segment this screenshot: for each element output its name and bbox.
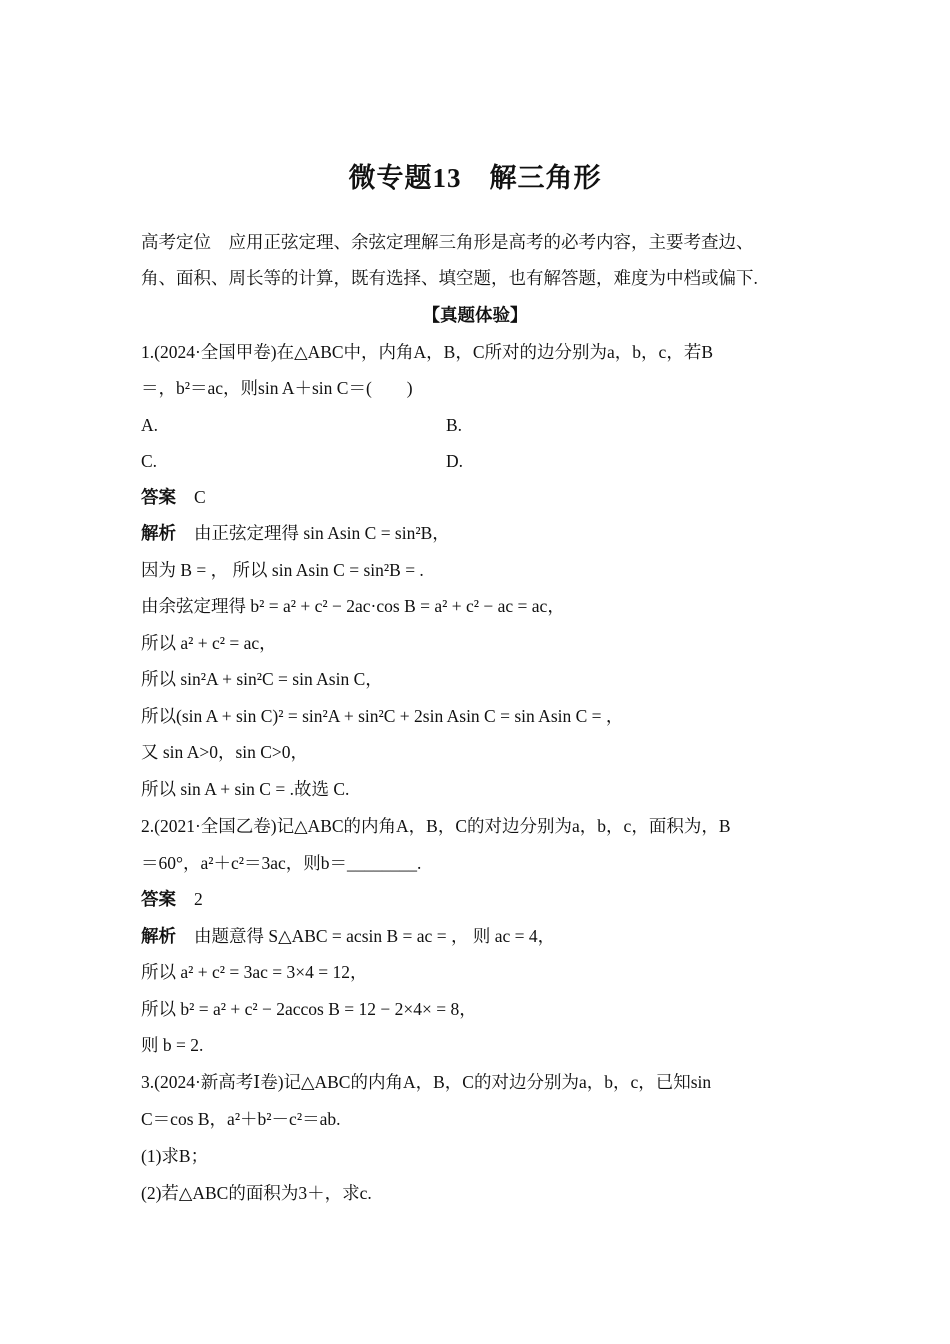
q3-stem-line-2: C＝cos B，a²＋b²－c²＝ab. (141, 1109, 341, 1129)
q1-option-c: C. (141, 451, 158, 471)
q1-analysis-step-4: 所以 a² + c² = ac， (141, 633, 277, 653)
answer-value: 2 (194, 889, 203, 909)
q1-option-b: B. (446, 415, 463, 435)
q3-stem-line-1: 3.(2024·新高考Ⅰ卷)记△ABC的内角A，B，C的对边分别为a，b，c，已知sin (141, 1072, 712, 1092)
q1-answer (141, 485, 821, 509)
step-text: 由题意得 S△ABC = acsin B = ac = ， 则 ac = 4， (194, 926, 556, 946)
q1-analysis-step-2: 因为 B = ， 所以 sin Asin C = sin²B = . (141, 560, 424, 580)
step-text: 由正弦定理得 sin Asin C = sin²B， (194, 523, 450, 543)
intro-line-1: 高考定位 应用正弦定理、余弦定理解三角形是高考的必考内容，主要考查边、 (141, 232, 754, 252)
analysis-label: 解析 (141, 523, 176, 543)
answer-value: C (194, 487, 206, 507)
q1-option-a: A. (141, 415, 159, 435)
q1-analysis-step-5: 所以 sin²A + sin²C = sin Asin C， (141, 669, 383, 689)
q3-part-2: (2)若△ABC的面积为3＋，求c. (141, 1183, 372, 1203)
q1-stem-line-2: ＝，b²＝ac，则sin A＋sin C＝( ) (141, 378, 413, 398)
page-title: 微专题13 解三角形 (348, 163, 602, 193)
intro-line-2: 角、面积、周长等的计算，既有选择、填空题，也有解答题，难度为中档或偏下. (141, 268, 758, 288)
q1-analysis-step-8: 所以 sin A + sin C = .故选 C. (141, 779, 350, 799)
q1-option-d: D. (446, 451, 464, 471)
q2-analysis-step-3: 所以 b² = a² + c² − 2accos B = 12 − 2×4× = 8， (141, 999, 477, 1019)
q1-analysis-step-6: 所以(sin A + sin C)² = sin²A + sin²C + 2sin Asin C = sin Asin C = ， (141, 706, 624, 726)
q1-analysis-step-7: 又 sin A>0，sin C>0， (141, 742, 309, 762)
q2-analysis-step-2: 所以 a² + c² = 3ac = 3×4 = 12， (141, 962, 368, 982)
q1-stem-line-1: 1.(2024·全国甲卷)在△ABC中，内角A，B，C所对的边分别为a，b，c，若B (141, 342, 713, 362)
q2-stem-line-1: 2.(2021·全国乙卷)记△ABC的内角A，B，C的对边分别为a，b，c，面积为，B (141, 816, 731, 836)
q2-analysis-step-4: 则 b = 2. (141, 1035, 204, 1055)
answer-label: 答案 (141, 889, 176, 909)
q1-analysis-step-3: 由余弦定理得 b² = a² + c² − 2ac·cos B = a² + c² − ac = ac， (141, 596, 565, 616)
q1-analysis-step-1 (141, 521, 821, 545)
q2-answer (141, 887, 821, 911)
analysis-label: 解析 (141, 926, 176, 946)
q3-part-1: (1)求B； (141, 1146, 209, 1166)
q2-analysis-step-1 (141, 924, 821, 948)
answer-label: 答案 (141, 487, 176, 507)
q2-stem-line-2: ＝60°，a²＋c²＝3ac，则b＝________. (141, 853, 422, 873)
section-heading: 【真题体验】 (422, 305, 528, 325)
